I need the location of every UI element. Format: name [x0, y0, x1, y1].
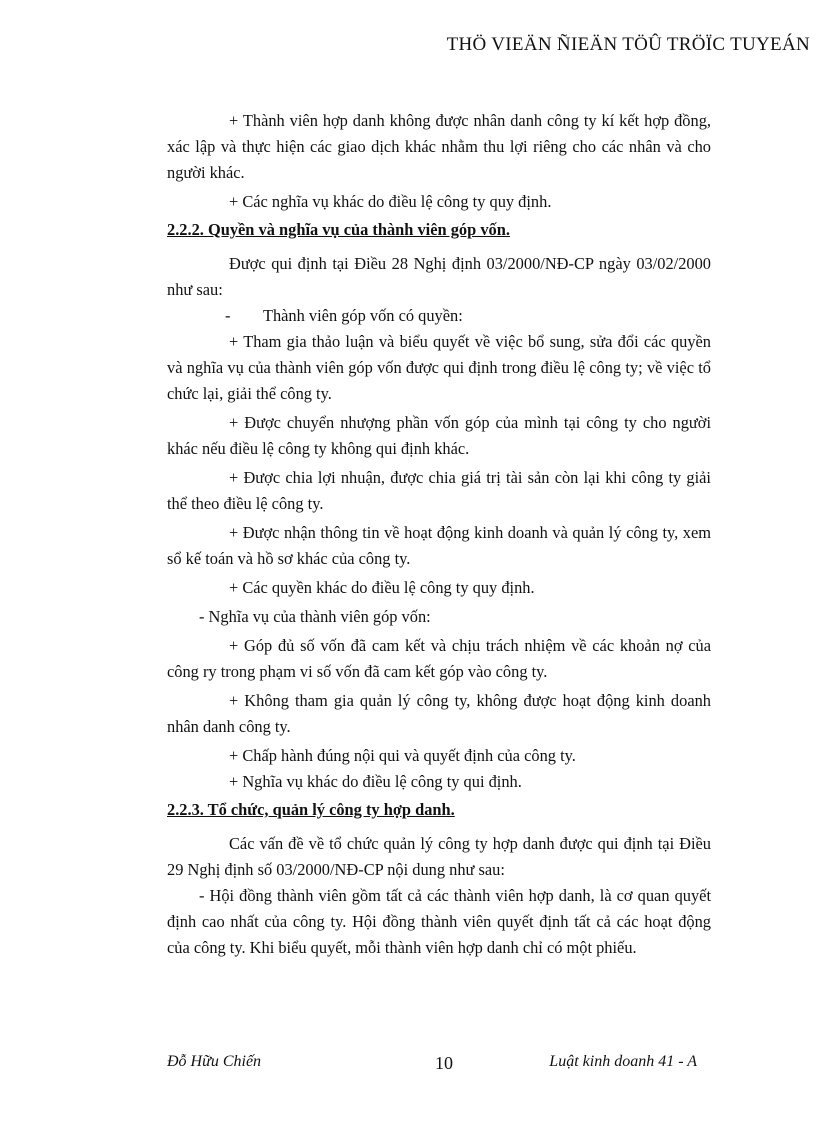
- page-header-title: THÖ VIEÄN ÑIEÄN TÖÛ TRÖÏC TUYEÁN: [446, 34, 810, 55]
- paragraph-obligation-management: + Không tham gia quản lý công ty, không được hoạt động kinh doanh nhân danh công ty.: [167, 691, 711, 736]
- paragraph-partner-restriction: + Thành viên hợp danh không được nhân danh công ty kí kết hợp đồng, xác lập và thực hiện các giao dịch khác nhằm thu lợi riêng cho các nhân và cho người khác.: [167, 111, 711, 182]
- footer-author: Đỗ Hữu Chiến: [167, 1053, 262, 1070]
- paragraph-right-transfer: + Được chuyển nhượng phần vốn góp của mình tại công ty cho người khác nếu điều lệ công ty không qui định khác.: [167, 413, 711, 458]
- section-heading-2-2-3: 2.2.3. Tổ chức, quản lý công ty hợp danh.: [167, 800, 455, 819]
- paragraph-obligation-compliance: + Chấp hành đúng nội qui và quyết định của công ty.: [229, 746, 576, 765]
- paragraph-right-information: + Được nhận thông tin về hoạt động kinh doanh và quản lý công ty, xem sổ kế toán và hồ sơ khác của công ty.: [167, 523, 711, 568]
- paragraph-members-council: - Hội đồng thành viên gồm tất cả các thành viên hợp danh, là cơ quan quyết định cao nhất của công ty. Hội đồng thành viên quyết định tất cả các hoạt động của công ty. Khi biểu quyết, mỗi thành viên hợp danh chỉ có một phiếu.: [167, 886, 711, 957]
- paragraph-decree-28: Được qui định tại Điều 28 Nghị định 03/2000/NĐ-CP ngày 03/02/2000 như sau:: [167, 254, 711, 299]
- paragraph-other-obligations: + Các nghĩa vụ khác do điều lệ công ty quy định.: [229, 192, 552, 211]
- section-heading-2-2-2: 2.2.2. Quyền và nghĩa vụ của thành viên góp vốn.: [167, 220, 510, 239]
- paragraph-obligation-other: + Nghĩa vụ khác do điều lệ công ty qui định.: [229, 772, 522, 791]
- page-footer: [167, 1053, 711, 1077]
- footer-page-number: 10: [435, 1053, 453, 1073]
- footer-course: Luật kinh doanh 41 - A: [549, 1053, 697, 1070]
- paragraph-right-profit: + Được chia lợi nhuận, được chia giá trị tài sản còn lại khi công ty giải thể theo điều lệ công ty.: [167, 468, 711, 513]
- paragraph-obligations-intro: - Nghĩa vụ của thành viên góp vốn:: [199, 607, 431, 626]
- paragraph-decree-29: Các vấn đề về tổ chức quản lý công ty hợp danh được qui định tại Điều 29 Nghị định số 03/2000/NĐ-CP nội dung như sau:: [167, 834, 711, 879]
- paragraph-right-other: + Các quyền khác do điều lệ công ty quy định.: [229, 578, 535, 597]
- paragraph-obligation-capital: + Góp đủ số vốn đã cam kết và chịu trách nhiệm về các khoản nợ của công ry trong phạm vi số vốn đã cam kết góp vào công ty.: [167, 636, 711, 681]
- paragraph-rights-intro: - Thành viên góp vốn có quyền:: [225, 306, 463, 325]
- document-body: [167, 108, 711, 961]
- paragraph-right-vote: + Tham gia thảo luận và biểu quyết về việc bổ sung, sửa đổi các quyền và nghĩa vụ của thành viên góp vốn được qui định trong điều lệ công ty; về việc tổ chức lại, giải thể công ty.: [167, 332, 711, 403]
